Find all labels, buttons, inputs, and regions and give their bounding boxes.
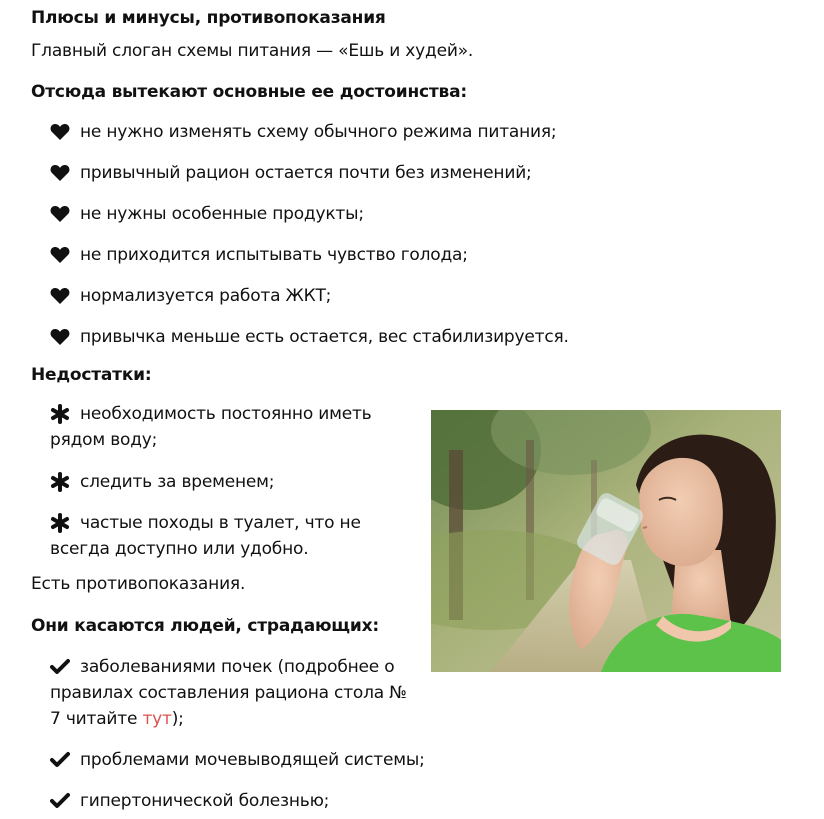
list-item [50,510,420,562]
heart-icon [50,205,70,223]
contraindications-text: Есть противопоказания. [31,574,246,594]
asterisk-icon [50,513,70,533]
heart-icon [50,164,70,182]
section-title: Плюсы и минусы, противопоказания [31,8,386,28]
asterisk-icon [50,404,70,424]
heart-icon [50,328,70,346]
list-item [50,160,532,186]
list-item [50,283,331,309]
checkmark-icon [50,751,70,769]
list-item [50,469,274,495]
contraindications-heading: Они касаются людей, страдающих: [31,616,379,636]
list-item [50,401,420,453]
contraindication-text-end: ); [171,709,184,729]
advantage-text: привычка меньше есть остается, вес стабилизируется. [80,327,569,347]
advantage-text: нормализуется работа ЖКТ; [80,286,332,306]
list-item [50,654,420,732]
intro-text: Главный слоган схемы питания — «Ешь и худей». [31,41,474,61]
details-link[interactable]: тут [142,709,172,729]
disadvantage-text: частые походы в туалет, что не всегда доступно или удобно. [50,513,361,559]
disadvantage-text: необходимость постоянно иметь рядом воду; [50,404,372,450]
heart-icon [50,287,70,305]
heart-icon [50,246,70,264]
list-item [50,324,569,350]
list-item [50,242,468,268]
advantage-text: привычный рацион остается почти без изменений; [80,163,532,183]
heart-icon [50,123,70,141]
asterisk-icon [50,472,70,492]
list-item [50,788,329,814]
contraindication-text: заболеваниями почек (подробнее о правилах составления рациона стола № 7 читайте [50,657,407,729]
list-item [50,747,425,773]
disadvantage-text: следить за временем; [80,472,275,492]
advantages-heading: Отсюда вытекают основные ее достоинства: [31,82,467,102]
woman-drinking-water-photo [431,410,781,672]
contraindication-text: гипертонической болезнью; [80,791,330,811]
checkmark-icon [50,658,70,676]
contraindication-text: проблемами мочевыводящей системы; [80,750,425,770]
checkmark-icon [50,792,70,810]
list-item [50,119,556,145]
advantage-text: не нужно изменять схему обычного режима питания; [80,122,557,142]
list-item [50,201,364,227]
advantage-text: не нужны особенные продукты; [80,204,364,224]
disadvantages-heading: Недостатки: [31,365,152,385]
advantage-text: не приходится испытывать чувство голода; [80,245,468,265]
